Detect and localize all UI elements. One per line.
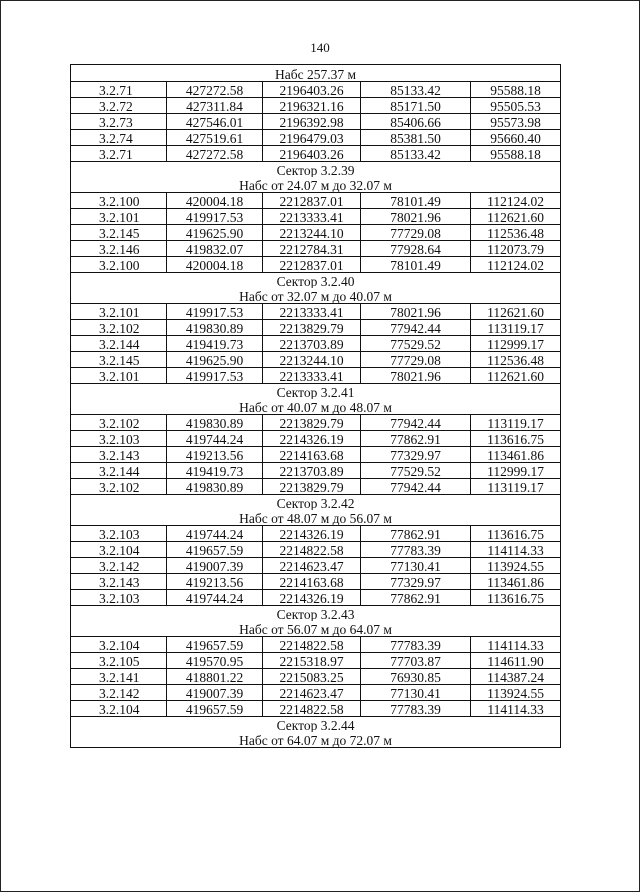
point-id-cell: 3.2.102: [71, 479, 167, 495]
sector-title: Сектор 3.2.41: [71, 384, 561, 400]
x-coordinate-cell: 427519.61: [167, 130, 263, 146]
height-range: Набс от 48.07 м до 56.07 м: [71, 510, 561, 526]
local-y-cell: 95588.18: [471, 82, 561, 98]
table-row: [71, 526, 561, 542]
y-coordinate-cell: 2196321.16: [263, 98, 361, 114]
height-range-row: [71, 399, 561, 415]
y-coordinate-cell: 2213703.89: [263, 463, 361, 479]
sector-title-row: [71, 495, 561, 511]
sector-title-row: [71, 717, 561, 733]
x-coordinate-cell: 418801.22: [167, 669, 263, 685]
table-row: [71, 146, 561, 162]
table-row: [71, 225, 561, 241]
point-id-cell: 3.2.145: [71, 352, 167, 368]
sector-title: Сектор 3.2.39: [71, 162, 561, 178]
local-x-cell: 77862.91: [361, 526, 471, 542]
y-coordinate-cell: 2214623.47: [263, 685, 361, 701]
point-id-cell: 3.2.143: [71, 574, 167, 590]
table-body: [71, 65, 561, 748]
local-x-cell: 77703.87: [361, 653, 471, 669]
table-row: [71, 241, 561, 257]
x-coordinate-cell: 419213.56: [167, 447, 263, 463]
x-coordinate-cell: 420004.18: [167, 257, 263, 273]
local-y-cell: 112621.60: [471, 368, 561, 384]
height-range: Набс 257.37 м: [71, 65, 561, 82]
table-row: [71, 352, 561, 368]
x-coordinate-cell: 419917.53: [167, 209, 263, 225]
height-range: Набс от 32.07 м до 40.07 м: [71, 288, 561, 304]
point-id-cell: 3.2.146: [71, 241, 167, 257]
sector-title-row: [71, 384, 561, 400]
table-row: [71, 257, 561, 273]
local-y-cell: 113461.86: [471, 574, 561, 590]
sector-title-row: [71, 606, 561, 622]
x-coordinate-cell: 420004.18: [167, 193, 263, 209]
point-id-cell: 3.2.145: [71, 225, 167, 241]
table-row: [71, 114, 561, 130]
point-id-cell: 3.2.104: [71, 542, 167, 558]
height-range: Набс от 56.07 м до 64.07 м: [71, 621, 561, 637]
x-coordinate-cell: 419625.90: [167, 352, 263, 368]
point-id-cell: 3.2.104: [71, 637, 167, 653]
height-range-row: [71, 65, 561, 82]
local-y-cell: 112621.60: [471, 304, 561, 320]
local-y-cell: 95505.53: [471, 98, 561, 114]
table-row: [71, 685, 561, 701]
table-row: [71, 653, 561, 669]
local-x-cell: 78101.49: [361, 257, 471, 273]
x-coordinate-cell: 419744.24: [167, 590, 263, 606]
y-coordinate-cell: 2214326.19: [263, 431, 361, 447]
x-coordinate-cell: 419419.73: [167, 463, 263, 479]
point-id-cell: 3.2.101: [71, 209, 167, 225]
table-row: [71, 304, 561, 320]
local-x-cell: 77329.97: [361, 447, 471, 463]
x-coordinate-cell: 419744.24: [167, 431, 263, 447]
y-coordinate-cell: 2212837.01: [263, 257, 361, 273]
x-coordinate-cell: 419570.95: [167, 653, 263, 669]
local-y-cell: 112621.60: [471, 209, 561, 225]
x-coordinate-cell: 419007.39: [167, 558, 263, 574]
local-x-cell: 77130.41: [361, 558, 471, 574]
table-row: [71, 415, 561, 431]
y-coordinate-cell: 2213703.89: [263, 336, 361, 352]
x-coordinate-cell: 419213.56: [167, 574, 263, 590]
local-y-cell: 114114.33: [471, 701, 561, 717]
x-coordinate-cell: 419917.53: [167, 304, 263, 320]
local-x-cell: 77783.39: [361, 637, 471, 653]
y-coordinate-cell: 2212784.31: [263, 241, 361, 257]
local-x-cell: 78021.96: [361, 304, 471, 320]
table-row: [71, 98, 561, 114]
x-coordinate-cell: 419419.73: [167, 336, 263, 352]
local-x-cell: 77729.08: [361, 352, 471, 368]
height-range-row: [71, 621, 561, 637]
x-coordinate-cell: 419830.89: [167, 415, 263, 431]
table-row: [71, 574, 561, 590]
local-x-cell: 85133.42: [361, 82, 471, 98]
point-id-cell: 3.2.144: [71, 336, 167, 352]
local-y-cell: 113119.17: [471, 320, 561, 336]
x-coordinate-cell: 419625.90: [167, 225, 263, 241]
local-x-cell: 77529.52: [361, 336, 471, 352]
point-id-cell: 3.2.141: [71, 669, 167, 685]
table-row: [71, 193, 561, 209]
point-id-cell: 3.2.105: [71, 653, 167, 669]
y-coordinate-cell: 2213829.79: [263, 320, 361, 336]
y-coordinate-cell: 2213333.41: [263, 304, 361, 320]
table-row: [71, 669, 561, 685]
y-coordinate-cell: 2213244.10: [263, 225, 361, 241]
height-range: Набс от 24.07 м до 32.07 м: [71, 177, 561, 193]
local-y-cell: 113924.55: [471, 558, 561, 574]
point-id-cell: 3.2.103: [71, 431, 167, 447]
point-id-cell: 3.2.143: [71, 447, 167, 463]
table-row: [71, 637, 561, 653]
local-x-cell: 77783.39: [361, 542, 471, 558]
y-coordinate-cell: 2215083.25: [263, 669, 361, 685]
x-coordinate-cell: 419832.07: [167, 241, 263, 257]
y-coordinate-cell: 2214623.47: [263, 558, 361, 574]
page-number: 140: [310, 40, 330, 55]
sector-title-row: [71, 273, 561, 289]
local-x-cell: 85171.50: [361, 98, 471, 114]
point-id-cell: 3.2.71: [71, 146, 167, 162]
local-y-cell: 113119.17: [471, 479, 561, 495]
table-row: [71, 701, 561, 717]
y-coordinate-cell: 2214822.58: [263, 542, 361, 558]
point-id-cell: 3.2.71: [71, 82, 167, 98]
x-coordinate-cell: 419917.53: [167, 368, 263, 384]
table-row: [71, 431, 561, 447]
local-x-cell: 77729.08: [361, 225, 471, 241]
point-id-cell: 3.2.100: [71, 257, 167, 273]
local-y-cell: 114611.90: [471, 653, 561, 669]
height-range-row: [71, 732, 561, 748]
sector-title-row: [71, 162, 561, 178]
table-row: [71, 130, 561, 146]
x-coordinate-cell: 419657.59: [167, 637, 263, 653]
table-row: [71, 463, 561, 479]
sector-title: Сектор 3.2.40: [71, 273, 561, 289]
x-coordinate-cell: 419657.59: [167, 701, 263, 717]
local-y-cell: 113616.75: [471, 431, 561, 447]
local-x-cell: 77783.39: [361, 701, 471, 717]
point-id-cell: 3.2.101: [71, 304, 167, 320]
table-row: [71, 336, 561, 352]
point-id-cell: 3.2.73: [71, 114, 167, 130]
local-x-cell: 77862.91: [361, 431, 471, 447]
x-coordinate-cell: 419007.39: [167, 685, 263, 701]
table-row: [71, 558, 561, 574]
local-y-cell: 114114.33: [471, 637, 561, 653]
local-y-cell: 113461.86: [471, 447, 561, 463]
local-x-cell: 77928.64: [361, 241, 471, 257]
height-range: Набс от 64.07 м до 72.07 м: [71, 732, 561, 748]
point-id-cell: 3.2.142: [71, 558, 167, 574]
x-coordinate-cell: 427272.58: [167, 82, 263, 98]
y-coordinate-cell: 2196392.98: [263, 114, 361, 130]
y-coordinate-cell: 2196403.26: [263, 82, 361, 98]
table-row: [71, 368, 561, 384]
table-row: [71, 479, 561, 495]
local-x-cell: 77942.44: [361, 479, 471, 495]
y-coordinate-cell: 2212837.01: [263, 193, 361, 209]
table-row: [71, 82, 561, 98]
local-y-cell: 112124.02: [471, 257, 561, 273]
sector-title: Сектор 3.2.42: [71, 495, 561, 511]
point-id-cell: 3.2.102: [71, 320, 167, 336]
sector-title: Сектор 3.2.43: [71, 606, 561, 622]
local-y-cell: 112999.17: [471, 336, 561, 352]
table-row: [71, 447, 561, 463]
local-x-cell: 78101.49: [361, 193, 471, 209]
local-y-cell: 112999.17: [471, 463, 561, 479]
local-x-cell: 85133.42: [361, 146, 471, 162]
local-y-cell: 114387.24: [471, 669, 561, 685]
local-x-cell: 77529.52: [361, 463, 471, 479]
point-id-cell: 3.2.101: [71, 368, 167, 384]
y-coordinate-cell: 2196479.03: [263, 130, 361, 146]
local-y-cell: 113616.75: [471, 590, 561, 606]
y-coordinate-cell: 2196403.26: [263, 146, 361, 162]
y-coordinate-cell: 2213333.41: [263, 368, 361, 384]
point-id-cell: 3.2.100: [71, 193, 167, 209]
point-id-cell: 3.2.103: [71, 590, 167, 606]
local-y-cell: 112536.48: [471, 225, 561, 241]
x-coordinate-cell: 419657.59: [167, 542, 263, 558]
y-coordinate-cell: 2213244.10: [263, 352, 361, 368]
table-row: [71, 590, 561, 606]
x-coordinate-cell: 419830.89: [167, 479, 263, 495]
y-coordinate-cell: 2213829.79: [263, 415, 361, 431]
local-x-cell: 76930.85: [361, 669, 471, 685]
point-id-cell: 3.2.103: [71, 526, 167, 542]
height-range: Набс от 40.07 м до 48.07 м: [71, 399, 561, 415]
local-y-cell: 112073.79: [471, 241, 561, 257]
local-x-cell: 77329.97: [361, 574, 471, 590]
local-y-cell: 114114.33: [471, 542, 561, 558]
local-x-cell: 77130.41: [361, 685, 471, 701]
local-y-cell: 113616.75: [471, 526, 561, 542]
local-x-cell: 77942.44: [361, 320, 471, 336]
x-coordinate-cell: 427311.84: [167, 98, 263, 114]
height-range-row: [71, 510, 561, 526]
y-coordinate-cell: 2215318.97: [263, 653, 361, 669]
point-id-cell: 3.2.102: [71, 415, 167, 431]
y-coordinate-cell: 2214163.68: [263, 574, 361, 590]
y-coordinate-cell: 2214822.58: [263, 701, 361, 717]
local-x-cell: 85406.66: [361, 114, 471, 130]
y-coordinate-cell: 2214822.58: [263, 637, 361, 653]
y-coordinate-cell: 2214326.19: [263, 526, 361, 542]
local-y-cell: 112536.48: [471, 352, 561, 368]
x-coordinate-cell: 427546.01: [167, 114, 263, 130]
x-coordinate-cell: 427272.58: [167, 146, 263, 162]
local-y-cell: 113119.17: [471, 415, 561, 431]
height-range-row: [71, 288, 561, 304]
point-id-cell: 3.2.104: [71, 701, 167, 717]
height-range-row: [71, 177, 561, 193]
point-id-cell: 3.2.142: [71, 685, 167, 701]
table-row: [71, 542, 561, 558]
y-coordinate-cell: 2214326.19: [263, 590, 361, 606]
point-id-cell: 3.2.74: [71, 130, 167, 146]
y-coordinate-cell: 2214163.68: [263, 447, 361, 463]
local-y-cell: 95660.40: [471, 130, 561, 146]
coordinates-table: [70, 64, 561, 748]
local-x-cell: 78021.96: [361, 209, 471, 225]
point-id-cell: 3.2.144: [71, 463, 167, 479]
sector-title: Сектор 3.2.44: [71, 717, 561, 733]
point-id-cell: 3.2.72: [71, 98, 167, 114]
table-row: [71, 209, 561, 225]
x-coordinate-cell: 419744.24: [167, 526, 263, 542]
local-y-cell: 112124.02: [471, 193, 561, 209]
table-row: [71, 320, 561, 336]
local-x-cell: 77862.91: [361, 590, 471, 606]
local-x-cell: 77942.44: [361, 415, 471, 431]
y-coordinate-cell: 2213333.41: [263, 209, 361, 225]
y-coordinate-cell: 2213829.79: [263, 479, 361, 495]
local-x-cell: 78021.96: [361, 368, 471, 384]
x-coordinate-cell: 419830.89: [167, 320, 263, 336]
local-y-cell: 95588.18: [471, 146, 561, 162]
local-x-cell: 85381.50: [361, 130, 471, 146]
local-y-cell: 95573.98: [471, 114, 561, 130]
local-y-cell: 113924.55: [471, 685, 561, 701]
